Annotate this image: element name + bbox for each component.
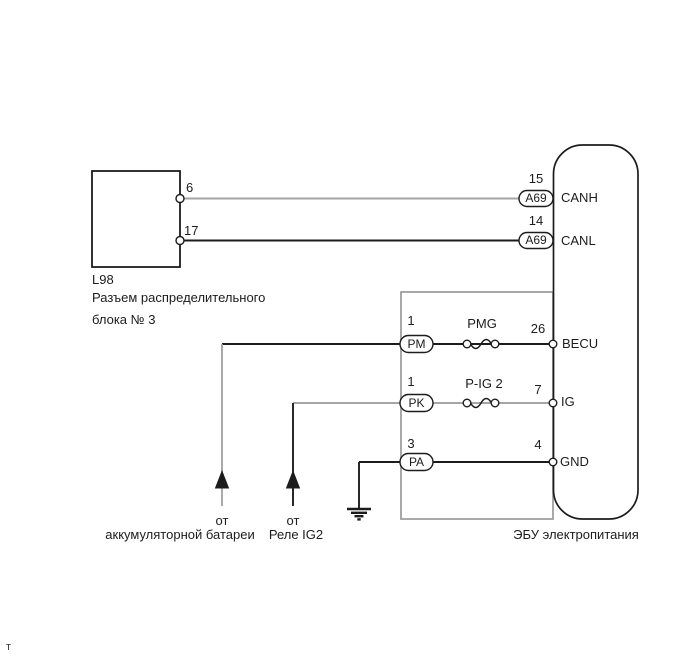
fuse-pig2-label: P-IG 2 bbox=[465, 376, 503, 391]
a69-canl-connector-label: A69 bbox=[525, 233, 547, 247]
canh-signal-label: CANH bbox=[561, 190, 598, 205]
ecu-pin26-circle bbox=[549, 340, 557, 348]
pk-pin-number: 1 bbox=[407, 374, 415, 389]
battery-arrow-up-icon bbox=[215, 470, 229, 489]
l98-pin6-number: 6 bbox=[186, 180, 194, 195]
battery-source-name: аккумуляторной батареи bbox=[105, 527, 255, 542]
pa-pin-number: 3 bbox=[407, 436, 415, 451]
ecu-pin7-circle bbox=[549, 399, 557, 407]
footnote-char: т bbox=[6, 641, 12, 653]
becu-signal-label: BECU bbox=[562, 336, 599, 351]
gnd-pin-number: 4 bbox=[534, 437, 542, 452]
ig-pin-number: 7 bbox=[534, 382, 542, 397]
ecu-caption: ЭБУ электропитания bbox=[513, 527, 639, 542]
becu-pin-number: 26 bbox=[530, 321, 546, 336]
relay-source-name: Реле IG2 bbox=[268, 527, 324, 542]
relay-source-prefix: от bbox=[286, 513, 300, 528]
l98-connector-box bbox=[92, 171, 180, 267]
l98-pin17-circle bbox=[176, 237, 184, 245]
a69-canh-connector-label: A69 bbox=[525, 191, 547, 205]
l98-id-label: L98 bbox=[92, 272, 114, 287]
fuse-pmg-label: PMG bbox=[467, 316, 497, 331]
pm-connector-label: PM bbox=[407, 337, 426, 351]
fuse-pig2-icon bbox=[463, 399, 499, 408]
pm-pin-number: 1 bbox=[407, 313, 415, 328]
relay-arrow-up-icon bbox=[286, 470, 300, 489]
ground-icon bbox=[347, 509, 371, 519]
canl-signal-label: CANL bbox=[561, 233, 596, 248]
pa-connector-label: PA bbox=[408, 455, 425, 469]
canl-pin-number: 14 bbox=[528, 213, 544, 228]
ecu-pin4-circle bbox=[549, 458, 557, 466]
fuse-pmg-icon bbox=[463, 340, 499, 349]
l98-pin17-number: 17 bbox=[184, 223, 199, 238]
canh-pin-number: 15 bbox=[528, 171, 544, 186]
l98-pin6-circle bbox=[176, 195, 184, 203]
l98-caption-line1: Разъем распределительного bbox=[92, 290, 266, 305]
pk-connector-label: PK bbox=[408, 396, 425, 410]
gnd-signal-label: GND bbox=[560, 454, 589, 469]
l98-caption-line2: блока № 3 bbox=[92, 312, 156, 327]
ig-signal-label: IG bbox=[561, 394, 575, 409]
battery-source-prefix: от bbox=[215, 513, 229, 528]
